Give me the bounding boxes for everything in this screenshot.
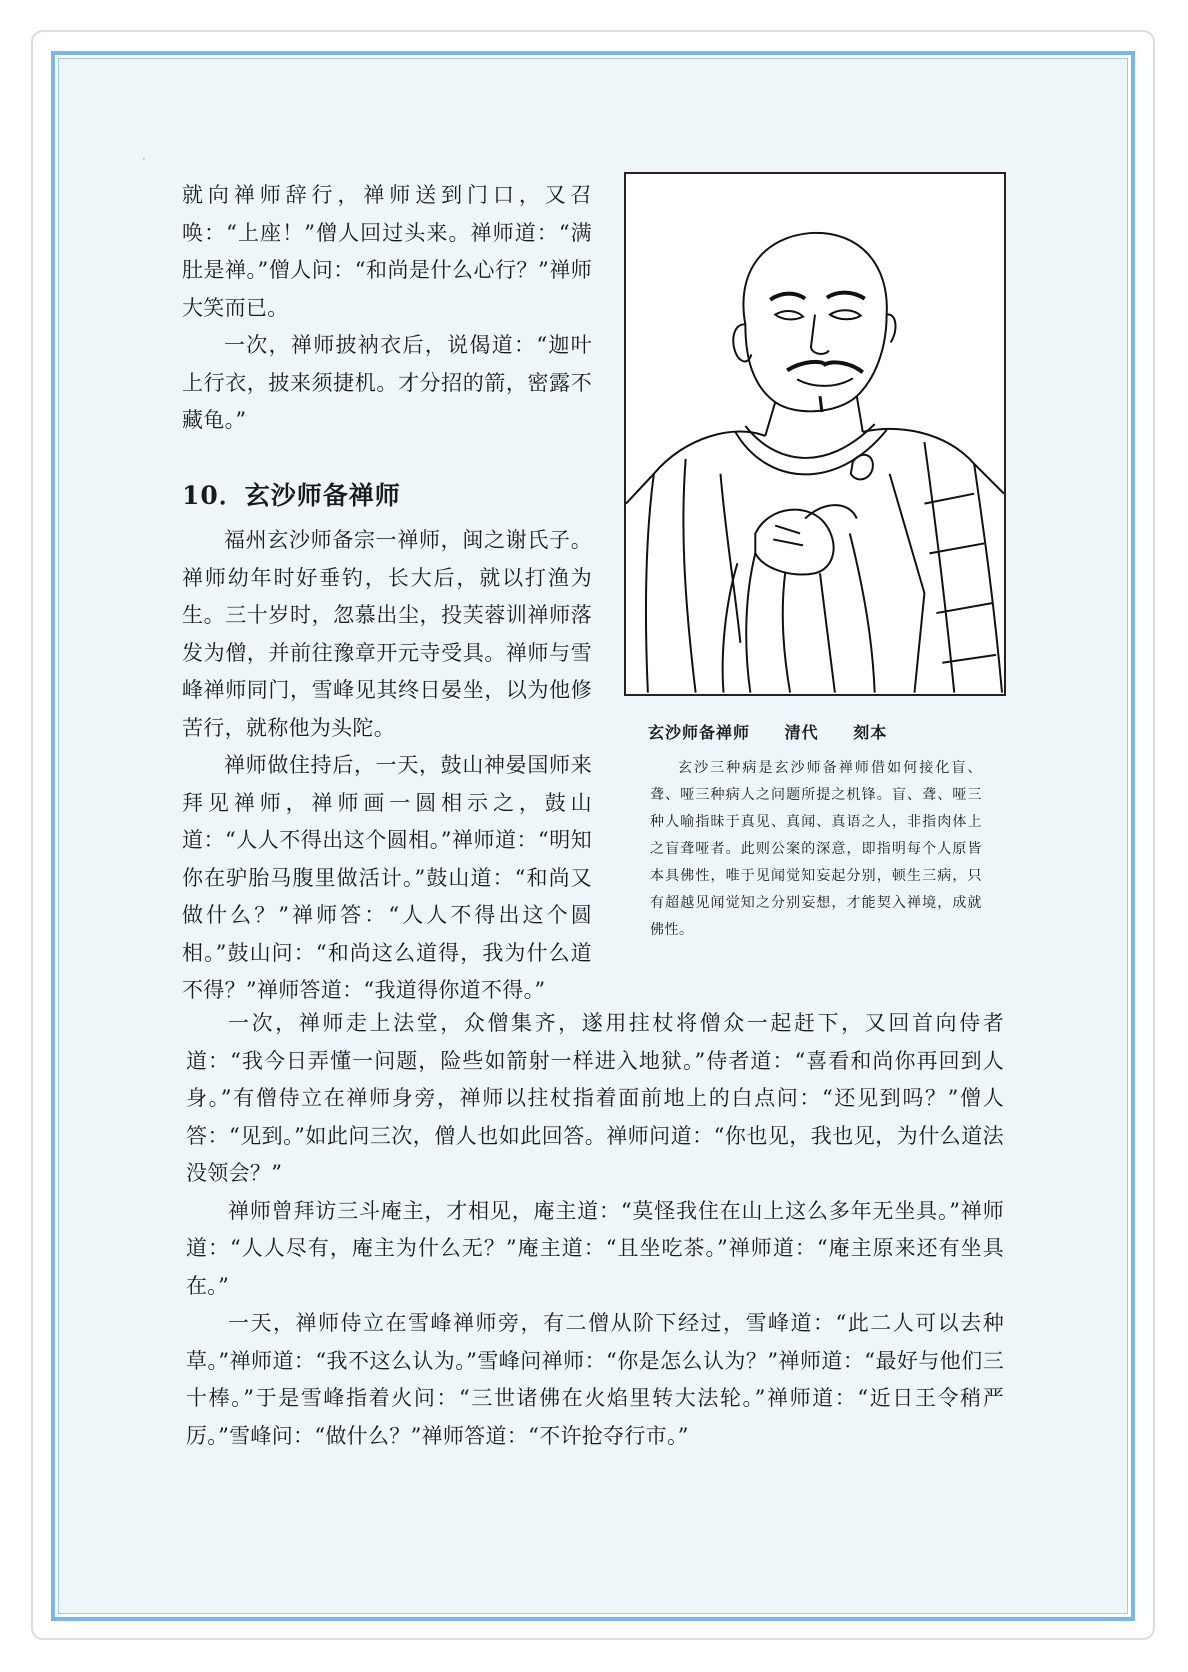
section-title: 10．玄沙师备禅师 [182, 481, 401, 510]
paragraph: 禅师曾拜访三斗庵主，才相见，庵主道：“莫怪我住在山上这么多年无坐具。”禅师道：“人人尽有，庵主为什么无？”庵主道：“且坐吃茶。”禅师道：“庵主原来还有坐具在。” [186, 1198, 1004, 1298]
paragraph: 一次，禅师走上法堂，众僧集齐，遂用拄杖将僧众一起赶下，又回首向侍者道：“我今日弄懂一问题，险些如箭射一样进入地狱。”侍者道：“喜看和尚你再回到人身。”有僧侍立在禅师身旁，禅师以拄杖指着面前地上的白点问：“还见到吗？”僧人答：“见到。”如此问三次，僧人也如此回答。禅师问道：“你也见，我也见，为什么道法没领会？” [186, 1011, 1004, 1185]
caption-era: 清代 [784, 723, 819, 742]
full-width-text [186, 1005, 1004, 1455]
paragraph: 一天，禅师侍立在雪峰禅师旁，有二僧从阶下经过，雪峰道：“此二人可以去种草。”禅师道：“我不这么认为。”雪峰问禅师：“你是怎么认为？”禅师道：“最好与他们三十棒。”于是雪峰指着火问：“三世诸佛在火焰里转大法轮。”禅师道：“近日王令稍严厉。”雪峰问：“做什么？”禅师答道：“不许抢夺行市。” [186, 1311, 1004, 1448]
paragraph: 一次，禅师披衲衣后，说偈道：“迦叶上行衣，披来须捷机。才分招的箭，密露不藏龟。” [182, 333, 592, 432]
section-body-text [182, 522, 592, 1010]
figure-caption-body [650, 755, 982, 944]
left-column-text [182, 177, 592, 440]
scan-mark: · [142, 152, 146, 166]
paragraph: 福州玄沙师备宗一禅师，闽之谢氏子。禅师幼年时好垂钓，长大后，就以打渔为生。三十岁时，忽慕出尘，投芙蓉训禅师落发为僧，并前往豫章开元寺受具。禅师与雪峰禅师同门，雪峰见其终日晏坐，以为他修苦行，就称他为头陀。 [182, 528, 592, 740]
caption-text: 玄沙三种病是玄沙师备禅师借如何接化盲、聋、哑三种病人之问题所提之机锋。盲、聋、哑三种人喻指昧于真见、真闻、真语之人，非指肉体上之盲聋哑者。此则公案的深意，即指明每个人原皆本具佛性，唯于见闻觉知妄起分别，顿生三病，只有超越见闻觉知之分别妄想，才能契入禅境，成就佛性。 [650, 760, 982, 938]
monk-portrait-drawing [626, 174, 1004, 694]
caption-medium: 刻本 [853, 723, 888, 742]
paragraph: 就向禅师辞行，禅师送到门口，又召唤：“上座！”僧人回过头来。禅师道：“满肚是禅。”僧人问：“和尚是什么心行？”禅师大笑而已。 [182, 183, 592, 320]
paragraph: 禅师做住持后，一天，鼓山神晏国师来拜见禅师，禅师画一圆相示之，鼓山道：“人人不得出这个圆相。”禅师道：“明知你在驴胎马腹里做活计。”鼓山道：“和尚又做什么？”禅师答：“人人不得出这个圆相。”鼓山问：“和尚这么道得，我为什么道不得？”禅师答道：“我道得你道不得。” [182, 753, 592, 1002]
figure-caption-title [648, 720, 988, 743]
monk-portrait-illustration [624, 172, 1006, 696]
caption-name: 玄沙师备禅师 [648, 723, 751, 742]
